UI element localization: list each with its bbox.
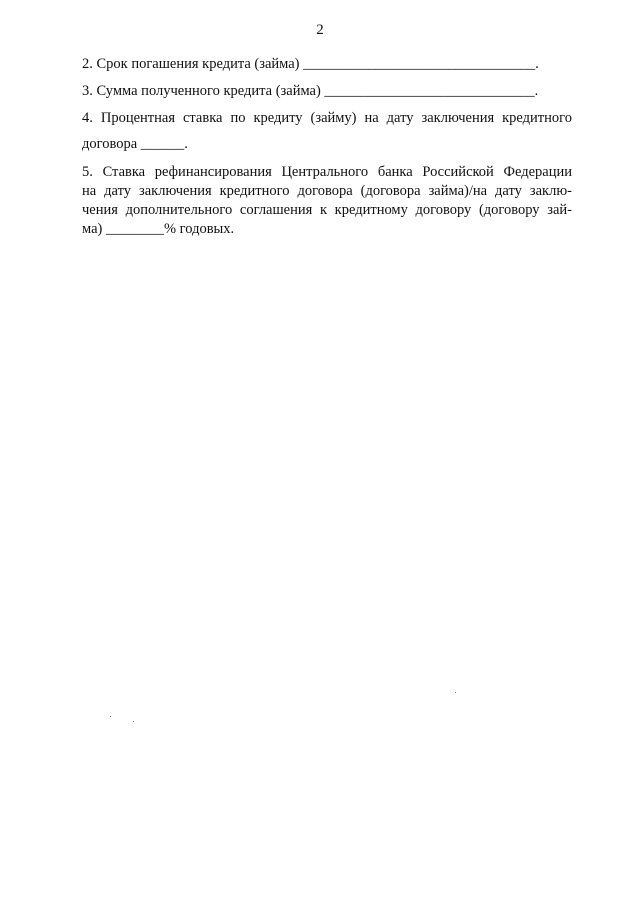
item-2-loan-repayment-term: 2. Срок погашения кредита (займа) ________________________________. [82, 56, 539, 72]
item-3-loan-amount: 3. Сумма полученного кредита (займа) _____________________________. [82, 83, 539, 99]
item-4-interest-rate [82, 108, 572, 153]
item-4-line-2: договора ______. [82, 136, 188, 152]
item-5-line-2: на дату заключения кредитного договора (договора займа)/на дату заклю- [82, 183, 572, 199]
scan-speck [110, 716, 111, 717]
item-5-line-4: ма) ________% годовых. [82, 221, 235, 237]
document-body [82, 56, 572, 239]
item-4-line-1: 4. Процентная ставка по кредиту (займу) на дату заключения кредитного [82, 110, 572, 126]
scan-speck [133, 721, 134, 722]
item-5-refinancing-rate [82, 163, 572, 239]
item-5-line-3: чения дополнительного соглашения к кредитному договору (договору зай- [82, 202, 572, 218]
page-number: 2 [316, 22, 324, 38]
item-5-line-1: 5. Ставка рефинансирования Центрального банка Российской Федерации [82, 164, 572, 180]
scan-speck [455, 692, 456, 693]
